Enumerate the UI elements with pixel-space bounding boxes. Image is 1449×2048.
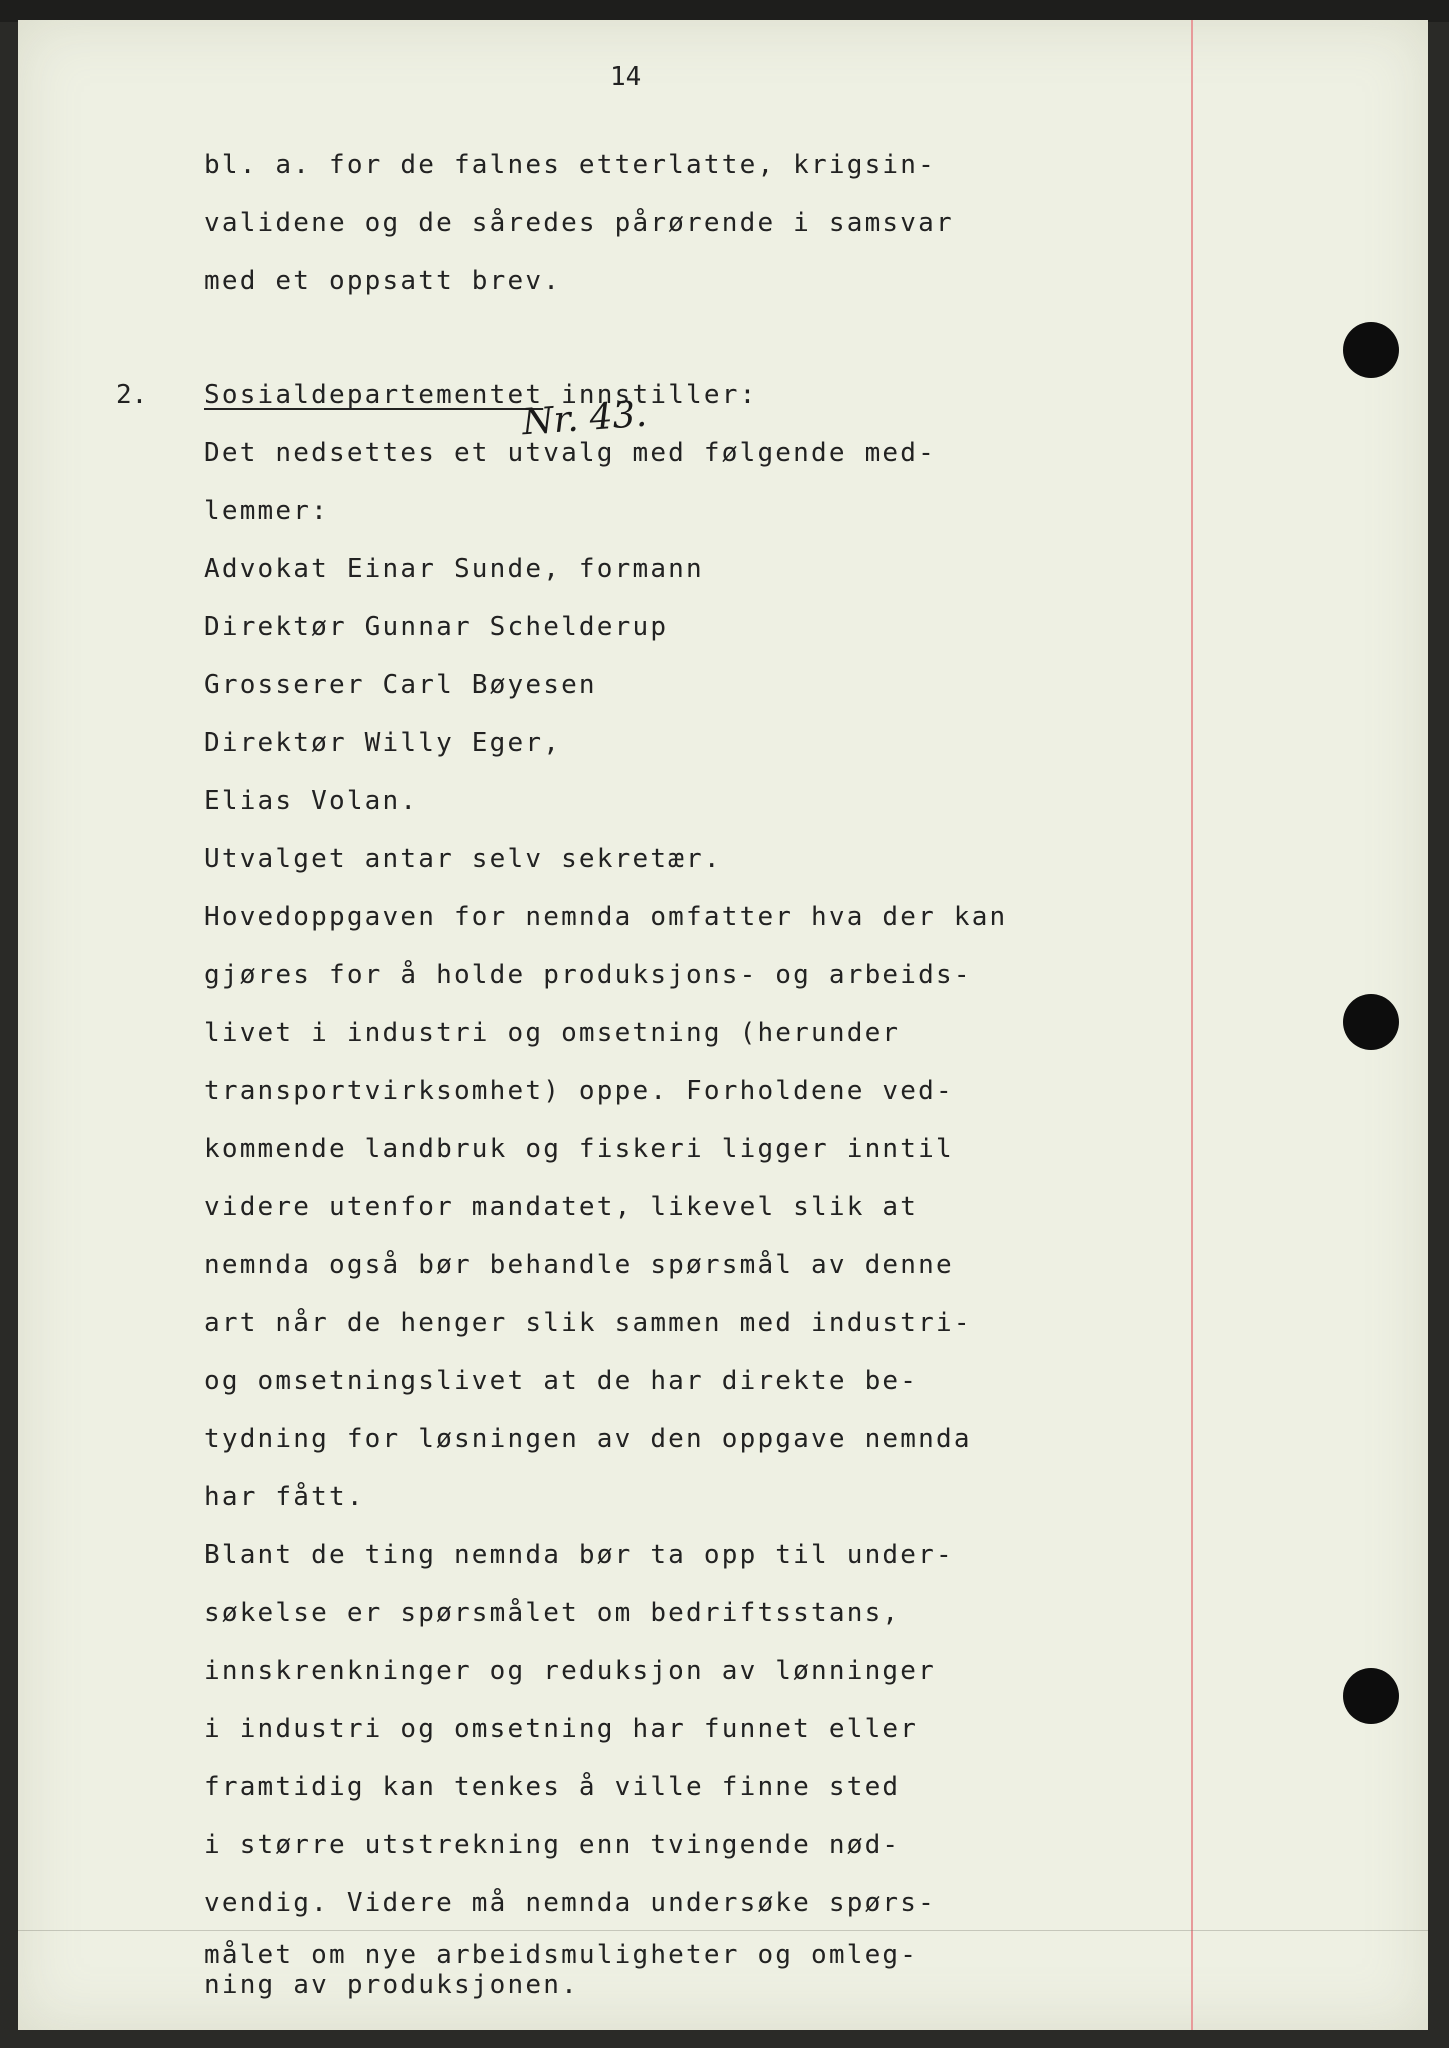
text-line: transportvirksomhet) oppe. Forholdene ved- [204, 1076, 954, 1106]
text-line: Blant de ting nemnda bør ta opp til under- [204, 1540, 954, 1570]
fold-line [18, 1930, 1428, 1931]
text-line: livet i industri og omsetning (herunder [204, 1018, 901, 1048]
text-line: søkelse er spørsmålet om bedriftsstans, [204, 1598, 901, 1628]
text-line: framtidig kan tenkes å ville finne sted [204, 1772, 901, 1802]
text-line: Elias Volan. [204, 786, 419, 816]
section-heading [204, 380, 757, 410]
text-line: Direktør Willy Eger, [204, 728, 562, 758]
text-line: validene og de såredes pårørende i samsvar [204, 208, 954, 238]
text-line: art når de henger slik sammen med industri- [204, 1308, 972, 1338]
text-line: har fått. [204, 1482, 365, 1512]
scan-border [0, 0, 1449, 22]
text-line: innskrenkninger og reduksjon av lønninger [204, 1656, 936, 1686]
item-number: 2. [116, 380, 148, 410]
text-line: Hovedoppgaven for nemnda omfatter hva der kan [204, 902, 1008, 932]
text-line: Det nedsettes et utvalg med følgende med- [204, 438, 936, 468]
punch-hole [1343, 1668, 1399, 1724]
text-line: bl. a. for de falnes etterlatte, krigsin- [204, 150, 936, 180]
text-line: og omsetningslivet at de har direkte be- [204, 1366, 919, 1396]
text-line: nemnda også bør behandle spørsmål av denne [204, 1250, 954, 1280]
text-line: målet om nye arbeidsmuligheter og omleg- [204, 1940, 919, 1970]
heading-rest: innstiller: [543, 380, 758, 410]
text-line: vendig. Videre må nemnda undersøke spørs- [204, 1888, 936, 1918]
text-line: Grosserer Carl Bøyesen [204, 670, 597, 700]
text-line: kommende landbruk og fiskeri ligger inntil [204, 1134, 954, 1164]
text-line: tydning for løsningen av den oppgave nemnda [204, 1424, 972, 1454]
text-line: videre utenfor mandatet, likevel slik at [204, 1192, 919, 1222]
text-line: med et oppsatt brev. [204, 266, 562, 296]
text-line: i større utstrekning enn tvingende nød- [204, 1830, 901, 1860]
page-number: 14 [610, 62, 642, 92]
punch-hole [1343, 322, 1399, 378]
text-line: gjøres for å holde produksjons- og arbeids- [204, 960, 972, 990]
text-line: lemmer: [204, 496, 329, 526]
punch-hole [1343, 994, 1399, 1050]
text-line: ning av produksjonen. [204, 1970, 579, 2000]
margin-rule [1191, 20, 1193, 2030]
text-line: Advokat Einar Sunde, formann [204, 554, 704, 584]
heading-underlined: Sosialdepartementet [204, 380, 544, 410]
text-line: Direktør Gunnar Schelderup [204, 612, 669, 642]
text-line: i industri og omsetning har funnet eller [204, 1714, 919, 1744]
text-line: Utvalget antar selv sekretær. [204, 844, 722, 874]
handwritten-note: Nr. 43. [520, 393, 649, 444]
